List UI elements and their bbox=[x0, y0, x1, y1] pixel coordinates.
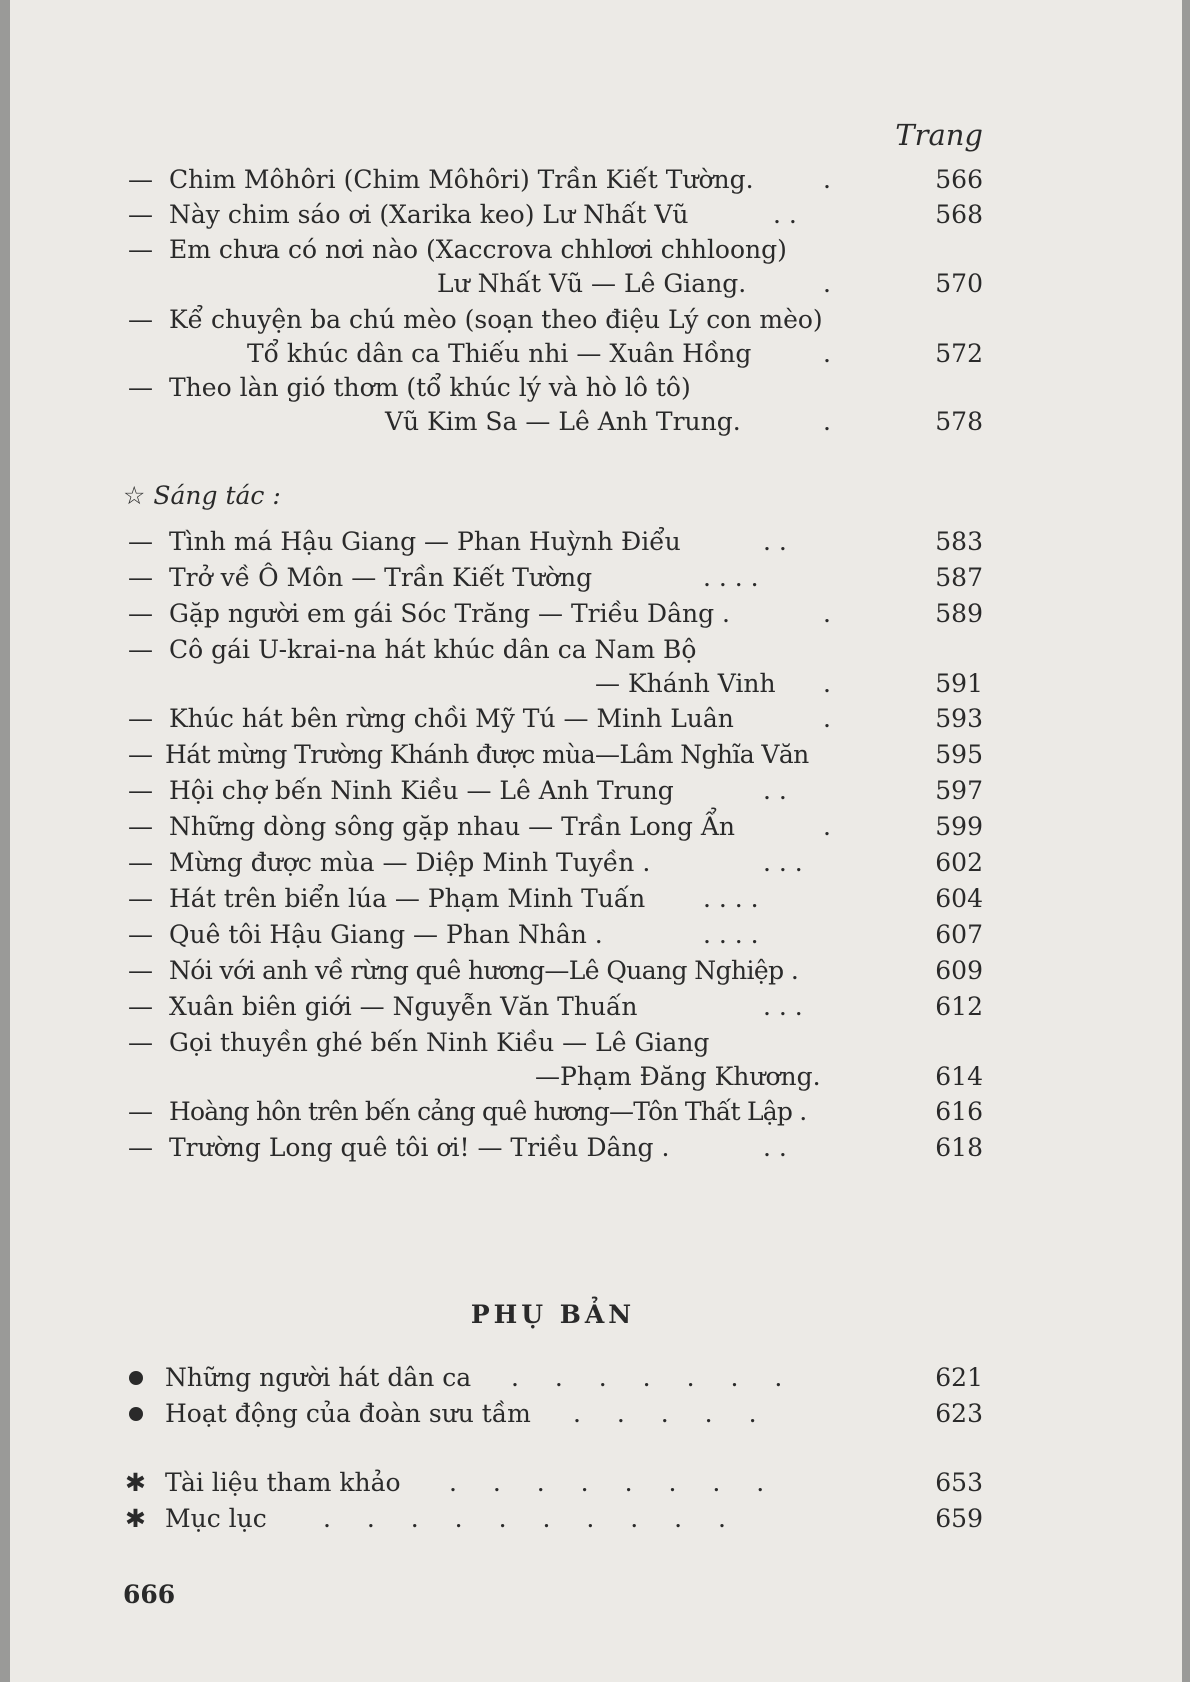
entry-page: 597 bbox=[935, 776, 983, 805]
entry-page: 607 bbox=[935, 920, 983, 949]
entry-page: 616 bbox=[935, 1097, 983, 1126]
entry-title: Kể chuyện ba chú mèo (soạn theo điệu Lý con mèo) bbox=[169, 305, 823, 334]
entry-title: Hội chợ bến Ninh Kiều — Lê Anh Trung bbox=[169, 776, 674, 805]
page-column-header: Trang bbox=[895, 118, 983, 152]
entry-dash: — bbox=[128, 992, 153, 1021]
entry-page: 599 bbox=[935, 812, 983, 841]
entry-dash: — bbox=[128, 305, 153, 334]
leader-dots: . . . . . bbox=[573, 1399, 771, 1428]
entry-title: Này chim sáo ơi (Xarika keo) Lư Nhất Vũ bbox=[169, 200, 689, 229]
toc-entry bbox=[123, 302, 983, 338]
entry-title: Cô gái U-krai-na hát khúc dân ca Nam Bộ bbox=[169, 635, 697, 664]
entry-title: Tài liệu tham khảo bbox=[165, 1468, 401, 1497]
leader-dots: . . bbox=[763, 776, 787, 805]
toc-entry bbox=[123, 1094, 983, 1130]
leader-dots: . bbox=[823, 704, 831, 733]
entry-title: Hát trên biển lúa — Phạm Minh Tuấn bbox=[169, 884, 646, 913]
asterisk-icon: ✱ bbox=[125, 1468, 146, 1497]
entry-title: Gọi thuyền ghé bến Ninh Kiều — Lê Giang bbox=[169, 1028, 710, 1057]
toc-entry bbox=[123, 809, 983, 845]
toc-entry bbox=[123, 845, 983, 881]
entry-dash: — bbox=[128, 812, 153, 841]
star-icon: ☆ bbox=[123, 481, 146, 510]
entry-page: 568 bbox=[935, 200, 983, 229]
entry-dash: — bbox=[128, 1133, 153, 1162]
section-sang-tac bbox=[123, 477, 983, 515]
entry-dash: — bbox=[128, 740, 153, 769]
entry-page: 578 bbox=[935, 407, 983, 436]
appendix-entry bbox=[123, 1396, 983, 1432]
entry-dash: — bbox=[128, 235, 153, 264]
entry-page: 595 bbox=[935, 740, 983, 769]
entry-title: Những người hát dân ca bbox=[165, 1363, 472, 1392]
entry-title: Theo làn gió thơm (tổ khúc lý và hò lô tô) bbox=[169, 373, 691, 402]
entry-title: Tình má Hậu Giang — Phan Huỳnh Điểu bbox=[169, 527, 681, 556]
bullet-icon bbox=[129, 1371, 143, 1385]
leader-dots: . . . . . . . . . . bbox=[323, 1504, 740, 1533]
entry-page: 593 bbox=[935, 704, 983, 733]
entry-title: Chim Môhôri (Chim Môhôri) Trần Kiết Tường. bbox=[169, 165, 754, 194]
toc-entry-continuation bbox=[123, 404, 983, 440]
asterisk-icon: ✱ bbox=[125, 1504, 146, 1533]
entry-page: 653 bbox=[935, 1468, 983, 1497]
entry-dash: — bbox=[128, 776, 153, 805]
entry-dash: — bbox=[128, 1028, 153, 1057]
toc-entry bbox=[123, 773, 983, 809]
entry-author: —Phạm Đăng Khương. bbox=[535, 1062, 821, 1091]
toc-entry bbox=[123, 1025, 983, 1061]
leader-dots: . . bbox=[773, 200, 797, 229]
entry-page: 618 bbox=[935, 1133, 983, 1162]
toc-entry bbox=[123, 596, 983, 632]
leader-dots: . . . bbox=[763, 848, 803, 877]
appendix-entry bbox=[123, 1465, 983, 1501]
toc-entry bbox=[123, 232, 983, 268]
leader-dots: . bbox=[823, 165, 831, 194]
toc-entry bbox=[123, 881, 983, 917]
entry-dash: — bbox=[128, 1097, 153, 1126]
entry-dash: — bbox=[128, 165, 153, 194]
entry-page: 609 bbox=[935, 956, 983, 985]
entry-page: 659 bbox=[935, 1504, 983, 1533]
entry-dash: — bbox=[128, 704, 153, 733]
leader-dots: . . . . bbox=[703, 563, 759, 592]
entry-page: 591 bbox=[935, 669, 983, 698]
entry-title: Nói với anh về rừng quê hương—Lê Quang Nghiệp . bbox=[169, 956, 799, 985]
entry-page: 602 bbox=[935, 848, 983, 877]
entry-dash: — bbox=[128, 373, 153, 402]
entry-page: 612 bbox=[935, 992, 983, 1021]
entry-dash: — bbox=[128, 884, 153, 913]
leader-dots: . bbox=[823, 407, 831, 436]
entry-page: 572 bbox=[935, 339, 983, 368]
toc-entry bbox=[123, 370, 983, 406]
entry-page: 621 bbox=[935, 1363, 983, 1392]
entry-page: 623 bbox=[935, 1399, 983, 1428]
section-label: Sáng tác : bbox=[153, 481, 281, 510]
toc-entry bbox=[123, 162, 983, 198]
entry-page: 566 bbox=[935, 165, 983, 194]
phu-ban-heading: PHỤ BẢN bbox=[470, 1300, 636, 1329]
entry-dash: — bbox=[128, 848, 153, 877]
entry-title: Hoạt động của đoàn sưu tầm bbox=[165, 1399, 531, 1428]
toc-entry bbox=[123, 989, 983, 1025]
entry-page: 570 bbox=[935, 269, 983, 298]
toc-entry bbox=[123, 197, 983, 233]
leader-dots: . . bbox=[763, 1133, 787, 1162]
entry-dash: — bbox=[128, 563, 153, 592]
entry-title: Hát mừng Trường Khánh được mùa—Lâm Nghĩa Văn bbox=[165, 740, 809, 769]
toc-entry-continuation bbox=[123, 1059, 983, 1095]
entry-title: Mục lục bbox=[165, 1504, 267, 1533]
entry-page: 604 bbox=[935, 884, 983, 913]
entry-title: Xuân biên giới — Nguyễn Văn Thuấn bbox=[169, 992, 638, 1021]
toc-entry bbox=[123, 737, 983, 773]
book-page bbox=[10, 0, 1182, 1682]
toc-entry bbox=[123, 1130, 983, 1166]
leader-dots: . bbox=[823, 812, 831, 841]
entry-title: Trường Long quê tôi ơi! — Triều Dâng . bbox=[169, 1133, 670, 1162]
entry-dash: — bbox=[128, 956, 153, 985]
leader-dots: . . . . bbox=[703, 884, 759, 913]
toc-entry bbox=[123, 917, 983, 953]
entry-title: Quê tôi Hậu Giang — Phan Nhân . bbox=[169, 920, 603, 949]
entry-title: Trở về Ô Môn — Trần Kiết Tường bbox=[169, 563, 593, 592]
leader-dots: . bbox=[823, 339, 831, 368]
entry-dash: — bbox=[128, 920, 153, 949]
toc-entry bbox=[123, 632, 983, 668]
leader-dots: . . . . . . . bbox=[511, 1363, 797, 1392]
leader-dots: . bbox=[823, 269, 831, 298]
toc-entry-continuation bbox=[123, 266, 983, 302]
bullet-icon bbox=[129, 1407, 143, 1421]
entry-author: Lư Nhất Vũ — Lê Giang. bbox=[437, 269, 747, 298]
entry-author: Tổ khúc dân ca Thiếu nhi — Xuân Hồng bbox=[247, 339, 752, 368]
entry-author: Vũ Kim Sa — Lê Anh Trung. bbox=[385, 407, 741, 436]
entry-title: Những dòng sông gặp nhau — Trần Long Ẩn bbox=[169, 812, 735, 841]
leader-dots: . . bbox=[763, 527, 787, 556]
entry-title: Mừng được mùa — Diệp Minh Tuyền . bbox=[169, 848, 651, 877]
entry-dash: — bbox=[128, 635, 153, 664]
entry-page: 587 bbox=[935, 563, 983, 592]
page-number: 666 bbox=[123, 1580, 176, 1609]
toc-entry bbox=[123, 560, 983, 596]
toc-entry bbox=[123, 524, 983, 560]
toc-entry bbox=[123, 953, 983, 989]
entry-page: 583 bbox=[935, 527, 983, 556]
toc-entry-continuation bbox=[123, 666, 983, 702]
entry-dash: — bbox=[128, 527, 153, 556]
appendix-entry bbox=[123, 1501, 983, 1537]
entry-dash: — bbox=[128, 200, 153, 229]
entry-page: 614 bbox=[935, 1062, 983, 1091]
leader-dots: . . . bbox=[763, 992, 803, 1021]
entry-author: — Khánh Vinh bbox=[595, 669, 776, 698]
entry-title: Em chưa có nơi nào (Xaccrova chhlơơi chhloong) bbox=[169, 235, 787, 264]
entry-title: Khúc hát bên rừng chồi Mỹ Tú — Minh Luân bbox=[169, 704, 734, 733]
leader-dots: . . . . . . . . bbox=[449, 1468, 779, 1497]
leader-dots: . bbox=[823, 669, 831, 698]
entry-title: Gặp người em gái Sóc Trăng — Triều Dâng . bbox=[169, 599, 730, 628]
entry-page: 589 bbox=[935, 599, 983, 628]
entry-title: Hoàng hôn trên bến cảng quê hương—Tôn Thất Lập . bbox=[169, 1097, 807, 1126]
leader-dots: . . . . bbox=[703, 920, 759, 949]
toc-entry bbox=[123, 701, 983, 737]
leader-dots: . bbox=[823, 599, 831, 628]
appendix-entry bbox=[123, 1360, 983, 1396]
entry-dash: — bbox=[128, 599, 153, 628]
toc-entry-continuation bbox=[123, 336, 983, 372]
